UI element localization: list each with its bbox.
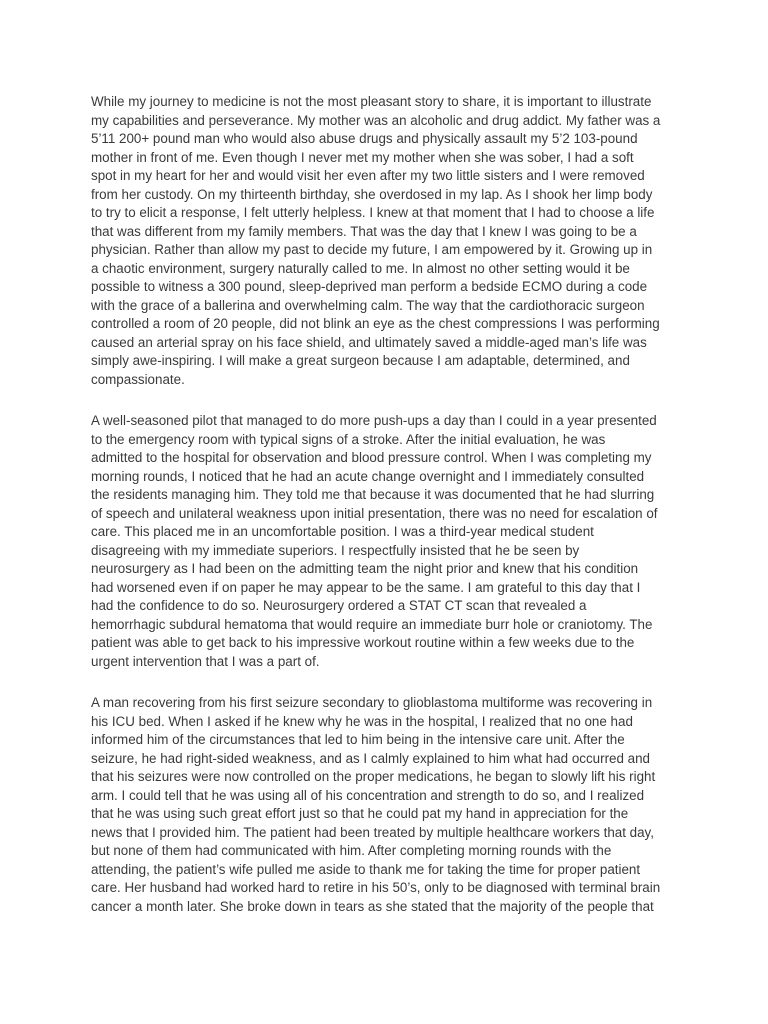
text-line: caused an arterial spray on his face shield, and ultimately saved a middle-aged man’s life was	[91, 334, 647, 350]
text-line: the residents managing him. They told me that because it was documented that he had slurring	[91, 487, 655, 502]
text-line: simply awe-inspiring. I will make a great surgeon because I am adaptable, determined, and	[91, 353, 630, 368]
text-line: A man recovering from his first seizure secondary to glioblastoma multiforme was recovering in	[91, 695, 653, 710]
text-line: care. This placed me in an uncomfortable position. I was a third-year medical student	[91, 524, 594, 539]
text-line: compassionate.	[91, 371, 185, 387]
paragraph-3	[91, 694, 691, 916]
text-line: my capabilities and perseverance. My mother was an alcoholic and drug addict. My father was a	[91, 112, 661, 128]
text-line: of speech and unilateral weakness upon initial presentation, there was no need for escalation of	[91, 505, 658, 521]
text-line: cancer a month later. She broke down in tears as she stated that the majority of the people that	[91, 898, 654, 914]
text-line: arm. I could tell that he was using all of his concentration and strength to do so, and I realized	[91, 787, 645, 803]
text-line: had worsened even if on paper he may appear to be the same. I am grateful to this day that I	[91, 579, 641, 595]
text-line: that he was using such great effort just so that he could pat my hand in appreciation for the	[91, 806, 629, 821]
text-line: hemorrhagic subdural hematoma that would require an immediate burr hole or craniotomy. The	[91, 616, 653, 632]
text-line: attending, the patient’s wife pulled me aside to thank me for taking the time for proper patient	[91, 861, 641, 877]
text-line: with the grace of a ballerina and overwhelming calm. The way that the cardiothoracic surgeon	[91, 297, 645, 313]
text-line: 5’11 200+ pound man who would also abuse drugs and physically assault my 5’2 103-pound	[91, 131, 638, 146]
text-line: patient was able to get back to his impressive workout routine within a few weeks due to the	[91, 635, 635, 650]
text-line: A well-seasoned pilot that managed to do more push-ups a day than I could in a year presented	[91, 413, 657, 428]
text-line: seizure, he had right-sided weakness, and as I calmly explained to him what had occurred and	[91, 750, 651, 766]
text-line: physician. Rather than allow my past to decide my future, I am empowered by it. Growing up in	[91, 242, 653, 257]
text-line: that was different from my family members. That was the day that I knew I was going to be a	[91, 223, 637, 239]
text-line: care. Her husband had worked hard to retire in his 50’s, only to be diagnosed with terminal brain	[91, 880, 661, 895]
text-line: spot in my heart for her and would visit her even after my two little sisters and I were removed	[91, 168, 645, 183]
text-line: but none of them had communicated with him. After completing morning rounds with the	[91, 843, 612, 858]
text-line: urgent intervention that I was a part of.	[91, 653, 320, 669]
text-line: his ICU bed. When I asked if he knew why he was in the hospital, I realized that no one had	[91, 713, 633, 729]
text-line: from her custody. On my thirteenth birthday, she overdosed in my lap. As I shook her limp body	[91, 186, 653, 202]
text-line: to try to elicit a response, I felt utterly helpless. I knew at that moment that I had to choose a life	[91, 205, 655, 220]
text-line: news that I provided him. The patient had been treated by multiple healthcare workers that day,	[91, 824, 654, 840]
text-line: a chaotic environment, surgery naturally called to me. In almost no other setting would it be	[91, 260, 630, 276]
paragraph-2	[91, 412, 691, 671]
text-line: admitted to the hospital for observation and blood pressure control. When I was completing my	[91, 450, 652, 465]
paragraph-1	[91, 93, 691, 389]
text-line: disagreeing with my immediate superiors. I respectfully insisted that he be seen by	[91, 542, 580, 558]
essay-body	[91, 93, 691, 939]
text-line: possible to witness a 300 pound, sleep-deprived man perform a bedside ECMO during a code	[91, 279, 648, 294]
text-line: to the emergency room with typical signs of a stroke. After the initial evaluation, he was	[91, 431, 606, 447]
text-line: informed him of the circumstances that led to him being in the intensive care unit. After the	[91, 732, 625, 747]
text-line: that his seizures were now controlled on the proper medications, he began to slowly lift his right	[91, 769, 656, 784]
text-line: morning rounds, I noticed that he had an acute change overnight and I immediately consulted	[91, 468, 645, 484]
text-line: neurosurgery as I had been on the admitting team the night prior and knew that his condition	[91, 561, 639, 576]
text-line: mother in front of me. Even though I never met my mother when she was sober, I had a soft	[91, 149, 634, 165]
text-line: controlled a room of 20 people, did not blink an eye as the chest compressions I was performing	[91, 316, 660, 331]
text-line: While my journey to medicine is not the most pleasant story to share, it is important to illustrate	[91, 94, 652, 109]
text-line: had the confidence to do so. Neurosurgery ordered a STAT CT scan that revealed a	[91, 598, 587, 613]
